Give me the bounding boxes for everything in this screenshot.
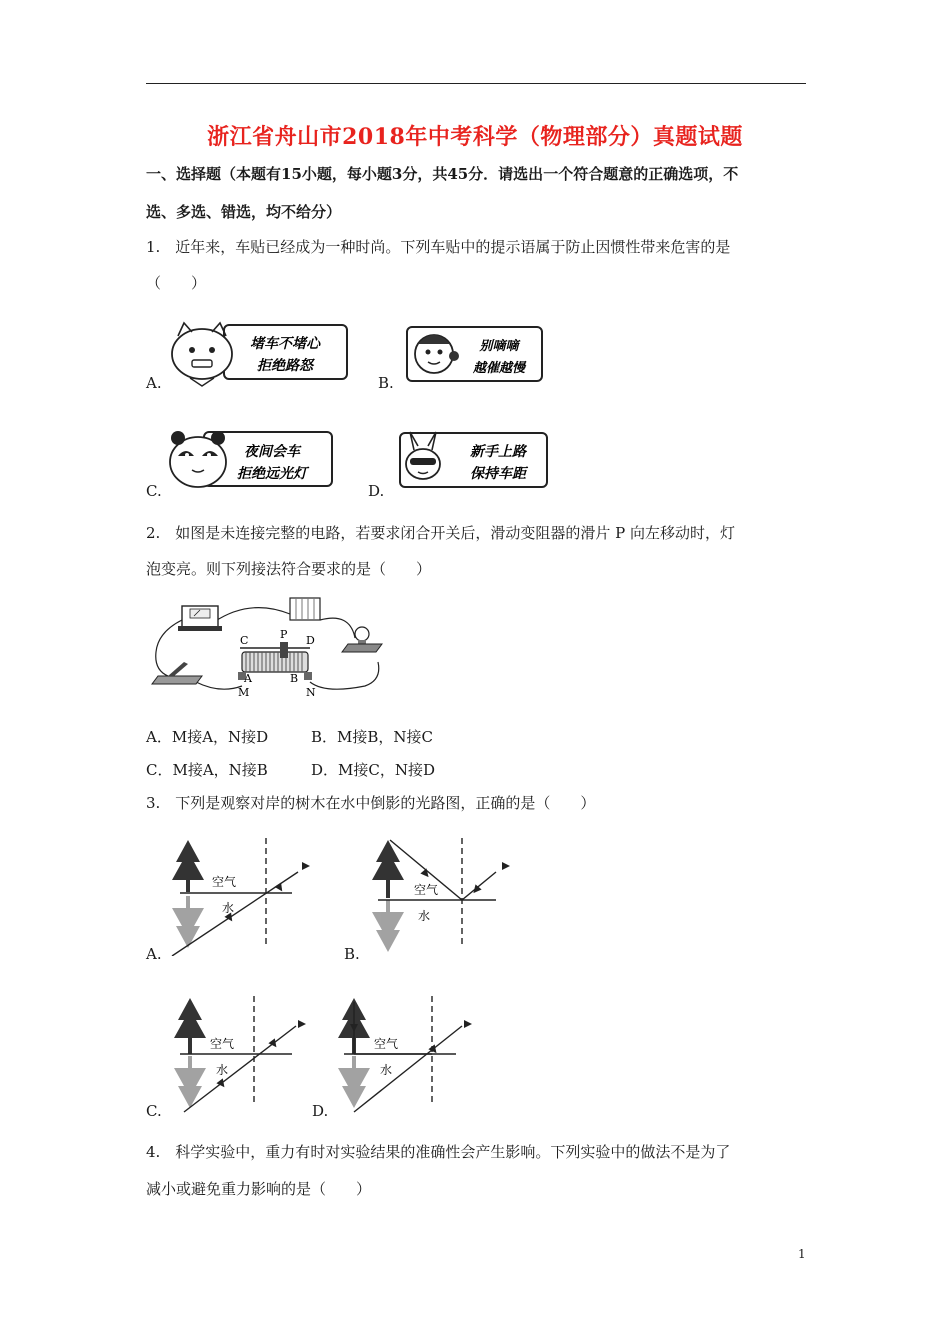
panda-face-icon <box>170 431 226 487</box>
q2-option-c: C．M接A，N接B <box>146 761 268 779</box>
q1-stem-line2: （ ） <box>146 274 207 292</box>
q3-diagram-a <box>168 836 323 956</box>
q1-option-d-letter: D. <box>368 482 385 500</box>
light-bulb-icon <box>342 627 382 652</box>
sticker-c-text1: 夜间会车 <box>244 444 300 460</box>
tree-reflection-icon <box>172 896 204 948</box>
q3-option-a-letter: A. <box>146 945 162 963</box>
tree-icon <box>372 840 404 898</box>
air-label-b: 空气 <box>414 883 439 897</box>
air-label-c: 空气 <box>210 1037 235 1051</box>
eye-icon <box>502 862 510 870</box>
q1-option-c-sticker <box>164 424 336 498</box>
q3-stem: 3. 下列是观察对岸的树木在水中倒影的光路图，正确的是（ ） <box>146 794 596 812</box>
q3-diagram-d <box>334 994 484 1114</box>
document-title: 浙江省舟山市2018年中考科学（物理部分）真题试题 <box>207 124 743 150</box>
ammeter-icon <box>178 606 222 631</box>
sticker-b-text2: 越催越慢 <box>472 361 526 376</box>
q3-option-b-letter: B. <box>344 945 360 963</box>
q3-option-d-letter: D. <box>312 1102 329 1120</box>
tree-icon <box>172 840 204 892</box>
air-label-d: 空气 <box>374 1037 399 1051</box>
q3-diagram-c <box>170 994 320 1114</box>
section-heading-line2: 选、多选、错选，均不给分） <box>146 203 342 221</box>
water-label-b: 水 <box>418 909 431 923</box>
q2-circuit-diagram <box>150 592 400 704</box>
page-number: 1 <box>798 1247 806 1261</box>
q1-option-b-sticker <box>404 322 546 388</box>
q1-option-a-sticker <box>162 318 352 392</box>
q2-stem-line2: 泡变亮。则下列接法符合要求的是（ ） <box>146 560 432 578</box>
sticker-d-text1: 新手上路 <box>470 444 526 460</box>
sticker-c-text2: 拒绝远光灯 <box>237 466 307 482</box>
terminal-c-label: C <box>240 634 249 647</box>
tree-icon <box>174 998 206 1054</box>
sticker-b-text1: 别嘀嘀 <box>479 339 519 354</box>
slider-p-label: P <box>280 628 288 641</box>
terminal-a-label: A <box>244 672 252 685</box>
battery-icon <box>290 598 320 620</box>
air-label-a: 空气 <box>212 875 237 889</box>
q1-stem-line1: 1. 近年来，车贴已经成为一种时尚。下列车贴中的提示语属于防止因惯性带来危害的是 <box>146 238 731 256</box>
section-heading-line1: 一、选择题（本题有15小题，每小题3分，共45分．请选出一个符合题意的正确选项，不 <box>146 165 739 183</box>
q2-option-d: D．M接C，N接D <box>311 761 436 779</box>
sticker-a-text1: 堵车不堵心 <box>250 336 320 352</box>
top-rule <box>146 83 806 84</box>
q3-option-c-letter: C. <box>146 1102 162 1120</box>
q1-option-b-letter: B. <box>378 374 394 392</box>
q2-option-a: A．M接A，N接D <box>146 728 269 746</box>
tree-reflection-icon <box>372 900 404 952</box>
eye-icon <box>298 1020 306 1028</box>
water-label-c: 水 <box>216 1063 229 1077</box>
tree-reflection-icon <box>174 1056 206 1108</box>
q1-option-c-letter: C. <box>146 482 162 500</box>
q1-option-a-letter: A. <box>146 374 162 392</box>
water-label-a: 水 <box>222 901 235 915</box>
eye-icon <box>464 1020 472 1028</box>
sticker-a-text2: 拒绝路怒 <box>257 358 313 374</box>
q4-stem-line2: 减小或避免重力影响的是（ ） <box>146 1180 372 1198</box>
sticker-d-text2: 保持车距 <box>470 466 526 482</box>
q4-stem-line1: 4. 科学实验中，重力有时对实验结果的准确性会产生影响。下列实验中的做法不是为了 <box>146 1143 731 1161</box>
switch-icon <box>152 662 202 684</box>
eye-icon <box>302 862 310 870</box>
tree-reflection-icon <box>338 1056 370 1108</box>
terminal-b-label: B <box>290 672 299 685</box>
q1-option-d-sticker <box>396 428 552 496</box>
q2-stem-line1: 2. 如图是未连接完整的电路，若要求闭合开关后，滑动变阻器的滑片 P 向左移动时，灯 <box>146 524 735 542</box>
terminal-d-label: D <box>306 634 315 647</box>
q3-diagram-b <box>368 836 523 956</box>
water-label-d: 水 <box>380 1063 393 1077</box>
wire-n-label: N <box>306 686 316 699</box>
wire-m-label: M <box>238 686 250 699</box>
q2-option-b: B．M接B，N接C <box>311 728 434 746</box>
